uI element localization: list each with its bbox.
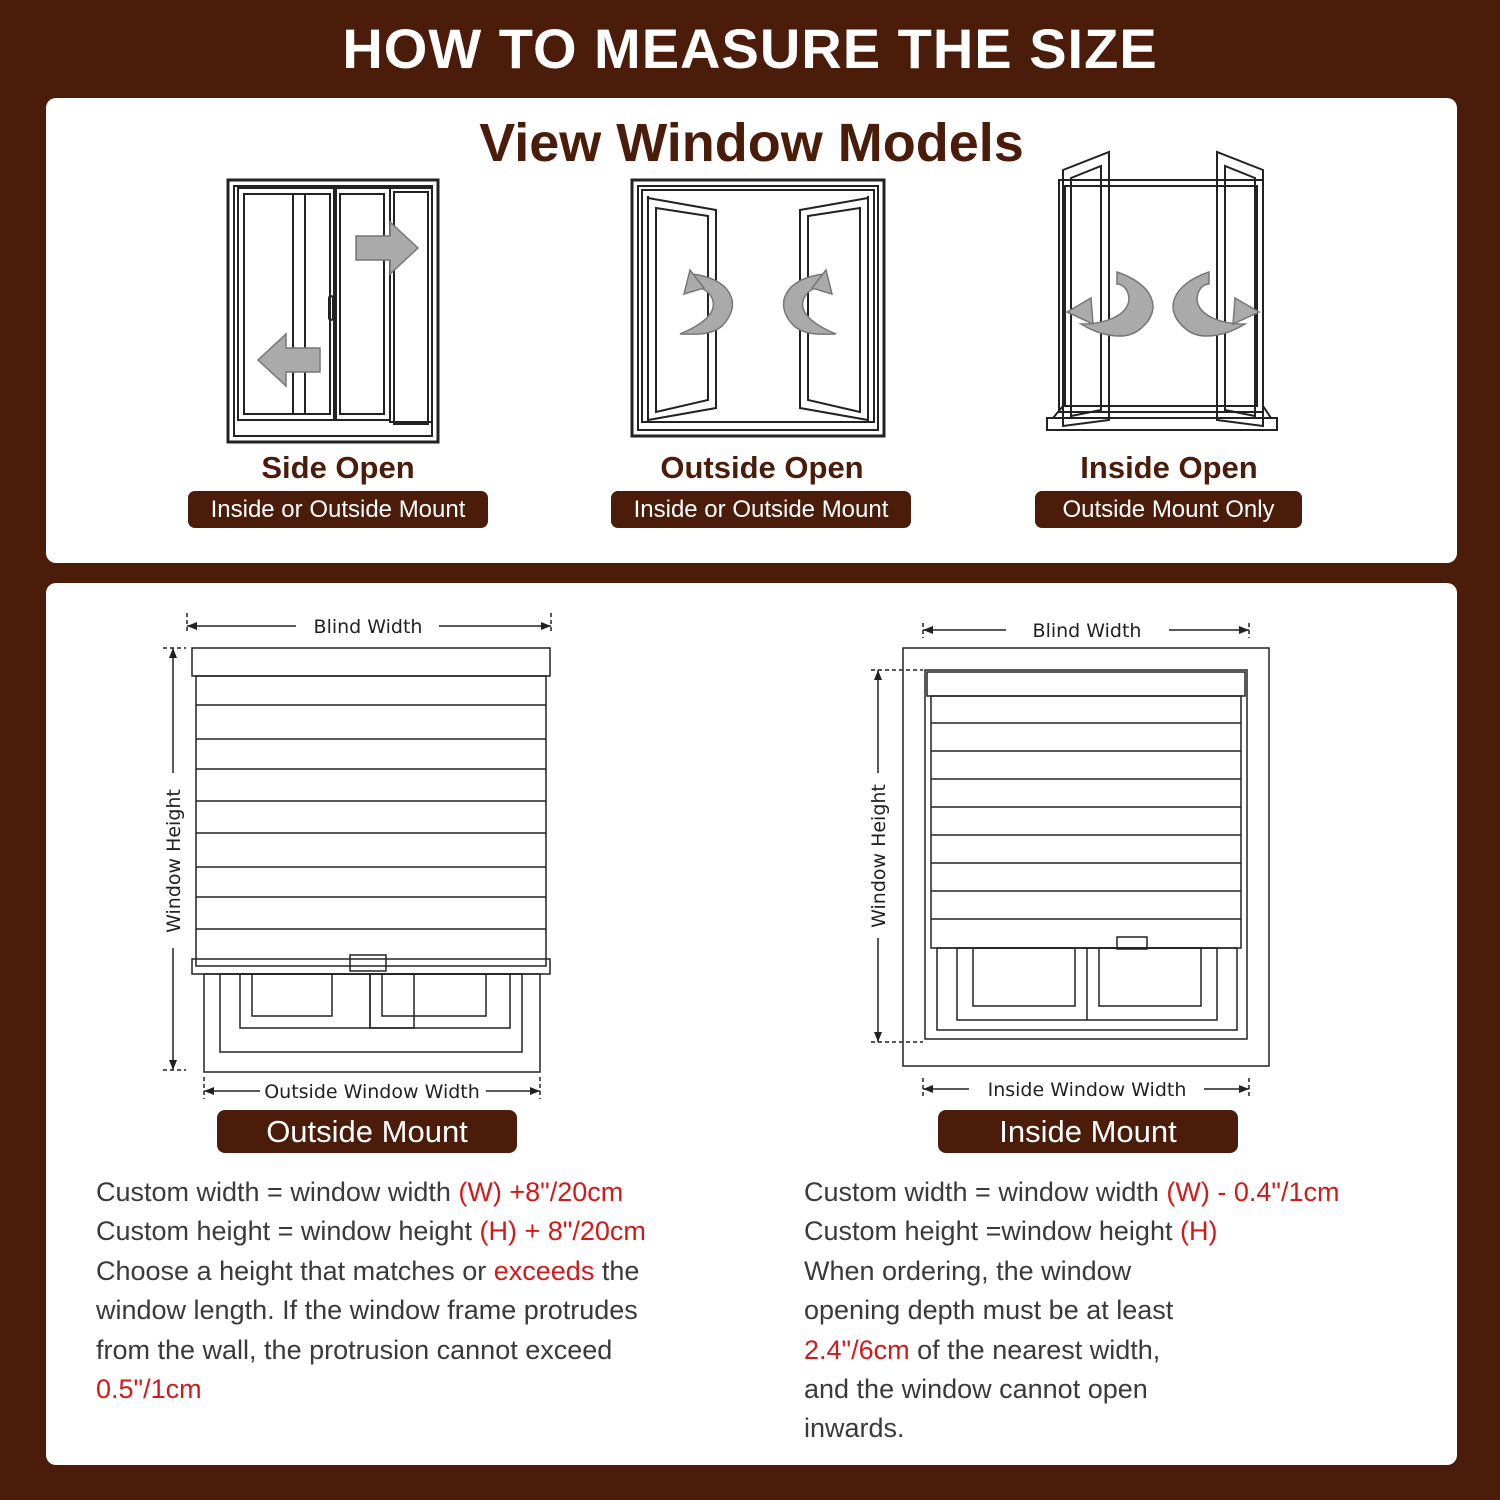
instruction-line <box>804 1409 1340 1448</box>
inside-mount-instructions <box>804 1173 1340 1449</box>
model-name: Outside Open <box>660 450 864 485</box>
window-width-label: Inside Window Width <box>987 1079 1187 1101</box>
instruction-text: Custom height =window height <box>804 1216 1180 1247</box>
instruction-line <box>96 1212 646 1251</box>
instruction-text: Custom width = window width <box>804 1177 1167 1207</box>
inside-mount-diagram <box>861 583 1281 1108</box>
instruction-line <box>804 1173 1340 1212</box>
window-models-title: View Window Models <box>479 113 1024 173</box>
model-inside-open <box>969 98 1369 563</box>
window-width-label: Outside Window Width <box>264 1081 480 1103</box>
instruction-text: from the wall, the protrusion cannot exceed <box>96 1334 613 1365</box>
model-outside-open <box>562 98 962 563</box>
instruction-text: of the nearest width, <box>909 1334 1161 1365</box>
instruction-line <box>804 1252 1340 1291</box>
outside-mount-badge: Outside Mount <box>217 1110 517 1153</box>
instruction-line <box>96 1331 646 1370</box>
highlighted-value: 0.5"/1cm <box>96 1374 202 1405</box>
outside-mount-instructions <box>96 1173 646 1409</box>
mount-type-badge: Inside or Outside Mount <box>188 491 488 528</box>
instruction-text: Choose a height that matches or <box>96 1255 494 1286</box>
instruction-line <box>804 1212 1340 1251</box>
highlighted-value: (W) +8"/20cm <box>458 1177 624 1207</box>
instruction-line <box>96 1370 646 1409</box>
blind-width-label: Blind Width <box>313 616 423 638</box>
instruction-line <box>96 1173 646 1212</box>
mount-type-badge: Inside or Outside Mount <box>611 491 911 528</box>
instruction-text: opening depth must be at least <box>804 1295 1174 1326</box>
highlighted-value: exceeds <box>493 1255 595 1286</box>
model-side-open <box>138 98 538 563</box>
outside-mount-diagram <box>156 583 576 1108</box>
measurement-panel <box>46 583 1457 1465</box>
model-name: Inside Open <box>1080 450 1258 485</box>
instruction-text: the <box>594 1255 640 1286</box>
sliding-window-icon <box>138 98 538 448</box>
instruction-text: and the window cannot open <box>804 1374 1148 1405</box>
instruction-line <box>804 1370 1340 1409</box>
instruction-line <box>96 1252 646 1291</box>
instruction-text: window length. If the window frame protrudes <box>96 1295 638 1326</box>
instruction-line <box>804 1291 1340 1330</box>
mount-type-badge: Outside Mount Only <box>1035 491 1302 528</box>
instruction-text: Custom width = window width <box>96 1177 459 1207</box>
instruction-text: inwards. <box>804 1413 905 1444</box>
blind-width-label: Blind Width <box>1032 620 1142 642</box>
highlighted-value: (W) - 0.4"/1cm <box>1166 1177 1340 1207</box>
page-title: HOW TO MEASURE THE SIZE <box>342 17 1158 80</box>
instruction-line <box>96 1291 646 1330</box>
highlighted-value: 2.4"/6cm <box>804 1334 910 1365</box>
instruction-text: Custom height = window height <box>96 1216 480 1247</box>
highlighted-value: (H) <box>1179 1216 1218 1247</box>
inside-mount-badge: Inside Mount <box>938 1110 1238 1153</box>
window-height-label: Window Height <box>868 784 890 928</box>
instruction-text: When ordering, the window <box>804 1255 1132 1286</box>
highlighted-value: (H) + 8"/20cm <box>479 1216 646 1247</box>
instruction-line <box>804 1331 1340 1370</box>
outward-casement-window-icon <box>562 98 962 448</box>
model-name: Side Open <box>261 450 415 485</box>
window-models-panel <box>46 98 1457 563</box>
inward-casement-window-icon <box>969 98 1369 448</box>
window-height-label: Window Height <box>163 789 185 933</box>
